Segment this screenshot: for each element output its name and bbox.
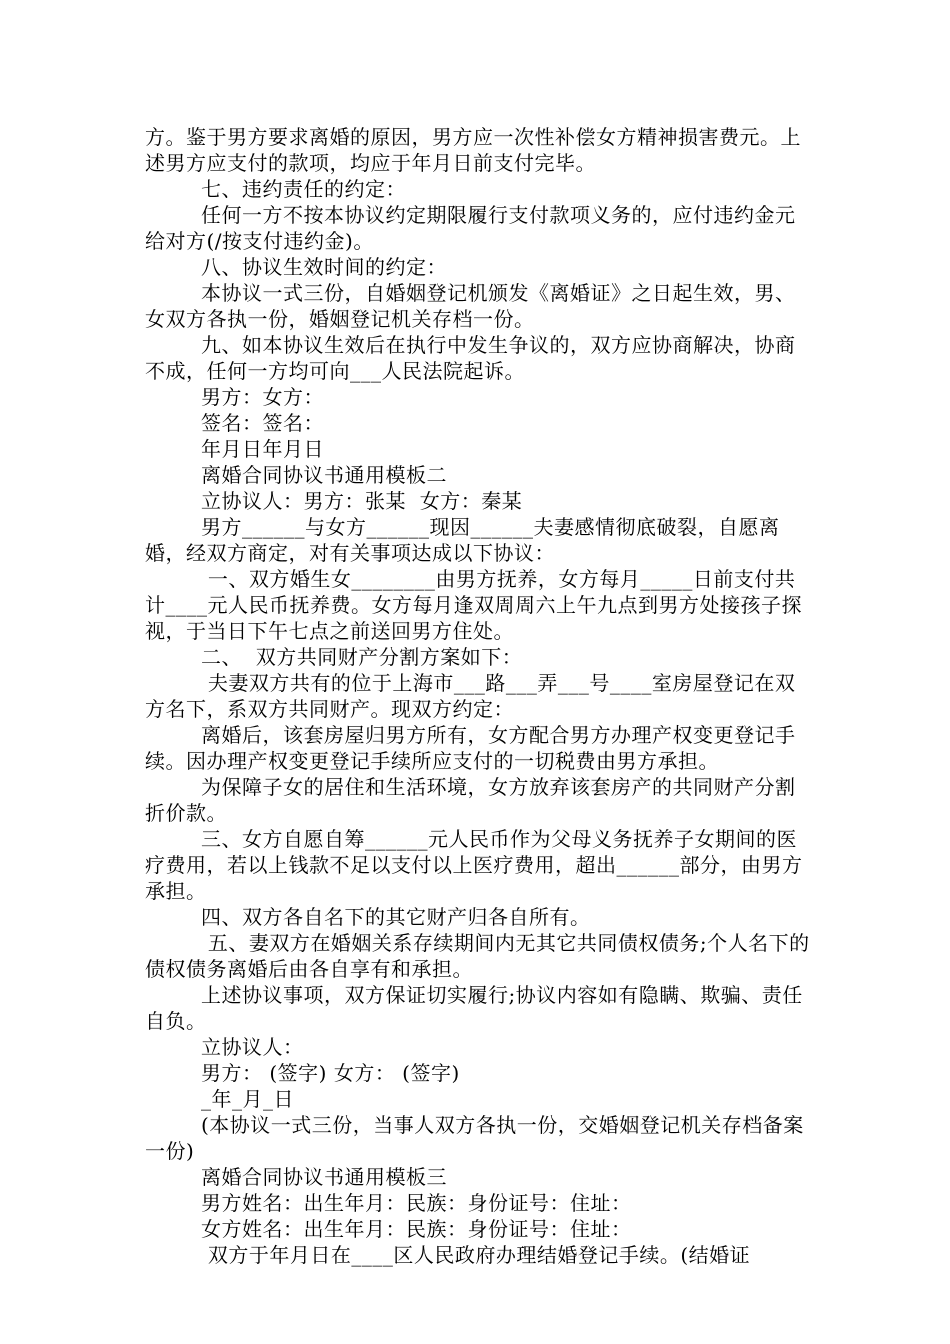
document-paragraph: 八、协议生效时间的约定：	[201, 255, 447, 279]
document-paragraph: _年_月_日	[201, 1087, 294, 1111]
document-paragraph: 本协议一式三份，自婚姻登记机颁发《离婚证》之日起生效，男、女双方各执一份，婚姻登记机关存档一份。	[145, 281, 796, 331]
document-paragraph: 一、双方婚生女________由男方抚养，女方每月_____日前支付共计____元人民币抚养费。女方每月逢双周周六上午九点到男方处接孩子探视，于当日下午七点之前送回男方住处。	[145, 567, 802, 643]
document-paragraph: 男方：女方：	[201, 385, 324, 409]
document-paragraph: 七、违约责任的约定：	[201, 177, 406, 201]
document-page	[145, 124, 815, 1268]
document-paragraph: 双方于年月日在____区人民政府办理结婚登记手续。(结婚证	[201, 1243, 751, 1267]
document-paragraph: 方。鉴于男方要求离婚的原因，男方应一次性补偿女方精神损害费元。上述男方应支付的款项，均应于年月日前支付完毕。	[145, 125, 801, 175]
document-paragraph: 离婚合同协议书通用模板二	[201, 463, 447, 487]
document-paragraph: 立协议人：男方：张某 女方：秦某	[201, 489, 523, 513]
document-paragraph: 离婚合同协议书通用模板三	[201, 1165, 447, 1189]
document-paragraph: (本协议一式三份，当事人双方各执一份，交婚姻登记机关存档备案一份)	[145, 1113, 804, 1163]
document-paragraph: 离婚后，该套房屋归男方所有，女方配合男方办理产权变更登记手续。因办理产权变更登记手续所应支付的一切税费由男方承担。	[145, 723, 796, 773]
document-paragraph: 立协议人：	[201, 1035, 304, 1059]
document-paragraph: 任何一方不按本协议约定期限履行支付款项义务的，应付违约金元给对方(/按支付违约金)。	[145, 203, 796, 253]
document-paragraph: 二、 双方共同财产分割方案如下：	[201, 645, 523, 669]
document-paragraph: 为保障子女的居住和生活环境，女方放弃该套房产的共同财产分割折价款。	[145, 775, 796, 825]
document-paragraph: 九、如本协议生效后在执行中发生争议的，双方应协商解决，协商不成，任何一方均可向___人民法院起诉。	[145, 333, 796, 383]
document-paragraph: 男方______与女方______现因______夫妻感情彻底破裂，自愿离婚，经双方商定，对有关事项达成以下协议：	[145, 515, 780, 565]
document-paragraph: 签名：签名：	[201, 411, 324, 435]
document-paragraph: 夫妻双方共有的位于上海市___路___弄___号____室房屋登记在双方名下，系双方共同财产。现双方约定：	[145, 671, 796, 721]
document-paragraph: 三、女方自愿自筹______元人民币作为父母义务抚养子女期间的医疗费用，若以上钱款不足以支付以上医疗费用，超出______部分，由男方承担。	[145, 827, 803, 903]
document-paragraph: 年月日年月日	[201, 437, 324, 461]
document-paragraph: 男方姓名：出生年月：民族：身份证号：住址：	[201, 1191, 632, 1215]
document-paragraph: 四、双方各自名下的其它财产归各自所有。	[201, 905, 591, 929]
document-paragraph: 五、妻双方在婚姻关系存续期间内无其它共同债权债务;个人名下的债权债务离婚后由各自享有和承担。	[145, 931, 810, 981]
document-paragraph: 男方： (签字) 女方： (签字)	[201, 1061, 460, 1085]
document-paragraph: 女方姓名：出生年月：民族：身份证号：住址：	[201, 1217, 632, 1241]
document-paragraph: 上述协议事项，双方保证切实履行;协议内容如有隐瞒、欺骗、责任自负。	[145, 983, 803, 1033]
